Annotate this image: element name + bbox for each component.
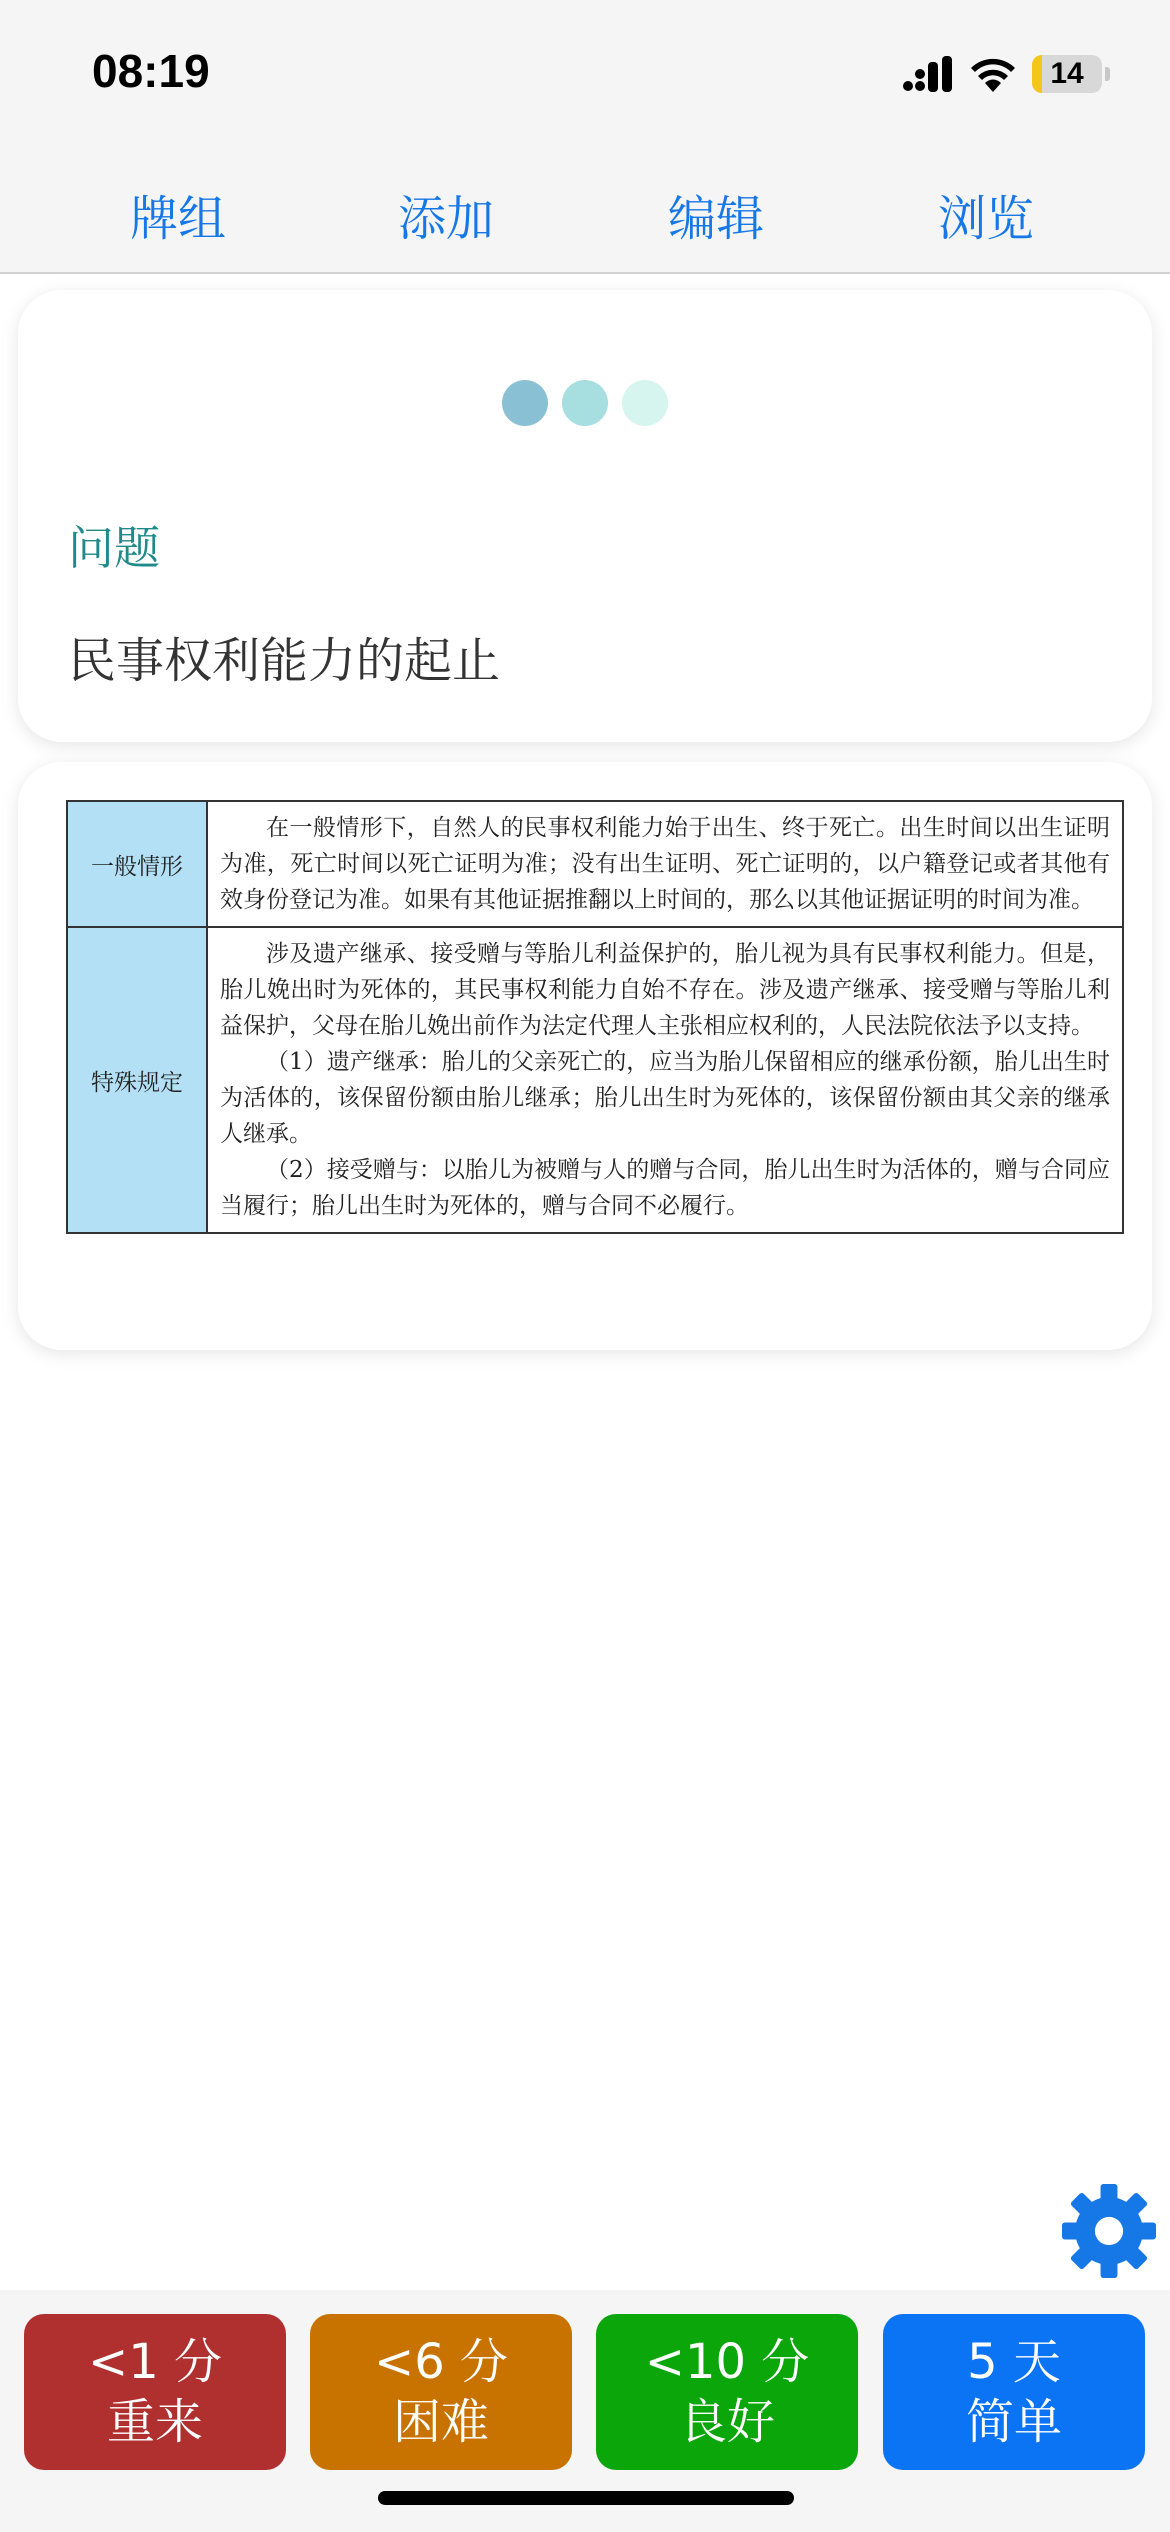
table-row xyxy=(67,927,1123,1233)
answer-card xyxy=(18,762,1152,1350)
progress-dots xyxy=(502,380,668,426)
nav-decks[interactable]: 牌组 xyxy=(129,191,226,247)
question-card xyxy=(18,290,1152,742)
top-nav xyxy=(0,140,1170,274)
battery-level: 14 xyxy=(1050,57,1084,90)
easy-label: 简单 xyxy=(965,2394,1062,2450)
nav-add[interactable]: 添加 xyxy=(397,191,494,247)
signal-icon xyxy=(902,56,954,92)
hard-time: <6 分 xyxy=(373,2334,509,2390)
easy-time: 5 天 xyxy=(967,2334,1061,2390)
dot-3 xyxy=(622,380,668,426)
row-body-special xyxy=(207,927,1123,1233)
question-text: 民事权利能力的起止 xyxy=(68,633,501,689)
nav-edit[interactable]: 编辑 xyxy=(667,191,764,247)
row-head-general: 一般情形 xyxy=(67,801,207,927)
hard-button[interactable] xyxy=(310,2314,572,2470)
battery-icon xyxy=(1032,55,1102,93)
dot-1 xyxy=(502,380,548,426)
hard-label: 困难 xyxy=(392,2394,489,2450)
table-paragraph: 涉及遗产继承、接受赠与等胎儿利益保护的，胎儿视为具有民事权利能力。但是，胎儿娩出时为死体的，其民事权利能力自始不存在。涉及遗产继承、接受赠与等胎儿利益保护，父母在胎儿娩出前作为法定代理人主张相应权利的，人民法院依法予以支持。 xyxy=(220,941,1110,1039)
answer-table xyxy=(66,800,1124,1234)
again-button[interactable] xyxy=(24,2314,286,2470)
wifi-icon xyxy=(970,56,1016,92)
table-row xyxy=(67,801,1123,927)
table-paragraph: 在一般情形下，自然人的民事权利能力始于出生、终于死亡。出生时间以出生证明为准，死亡时间以死亡证明为准；没有出生证明、死亡证明的，以户籍登记或者其他有效身份登记为准。如果有其他证据推翻以上时间的，那么以其他证据证明的时间为准。 xyxy=(220,815,1110,913)
nav-browse[interactable]: 浏览 xyxy=(937,191,1034,247)
good-time: <10 分 xyxy=(644,2334,810,2390)
table-paragraph: （1）遗产继承：胎儿的父亲死亡的，应当为胎儿保留相应的继承份额，胎儿出生时为活体的，该保留份额由胎儿继承；胎儿出生时为死体的，该保留份额由其父亲的继承人继承。 xyxy=(220,1049,1110,1147)
row-head-special: 特殊规定 xyxy=(67,927,207,1233)
good-button[interactable] xyxy=(596,2314,858,2470)
battery-cap xyxy=(1105,67,1110,81)
gear-icon[interactable] xyxy=(1062,2184,1156,2278)
again-label: 重来 xyxy=(106,2394,203,2450)
easy-button[interactable] xyxy=(883,2314,1145,2470)
row-body-general xyxy=(207,801,1123,927)
question-label: 问题 xyxy=(68,521,160,575)
status-icons xyxy=(902,50,1110,98)
dot-2 xyxy=(562,380,608,426)
status-time: 08:19 xyxy=(92,45,210,97)
home-indicator xyxy=(378,2491,794,2505)
status-bar xyxy=(0,0,1170,140)
good-label: 良好 xyxy=(678,2394,775,2450)
table-paragraph: （2）接受赠与：以胎儿为被赠与人的赠与合同，胎儿出生时为活体的，赠与合同应当履行；胎儿出生时为死体的，赠与合同不必履行。 xyxy=(220,1157,1110,1219)
again-time: <1 分 xyxy=(87,2334,223,2390)
